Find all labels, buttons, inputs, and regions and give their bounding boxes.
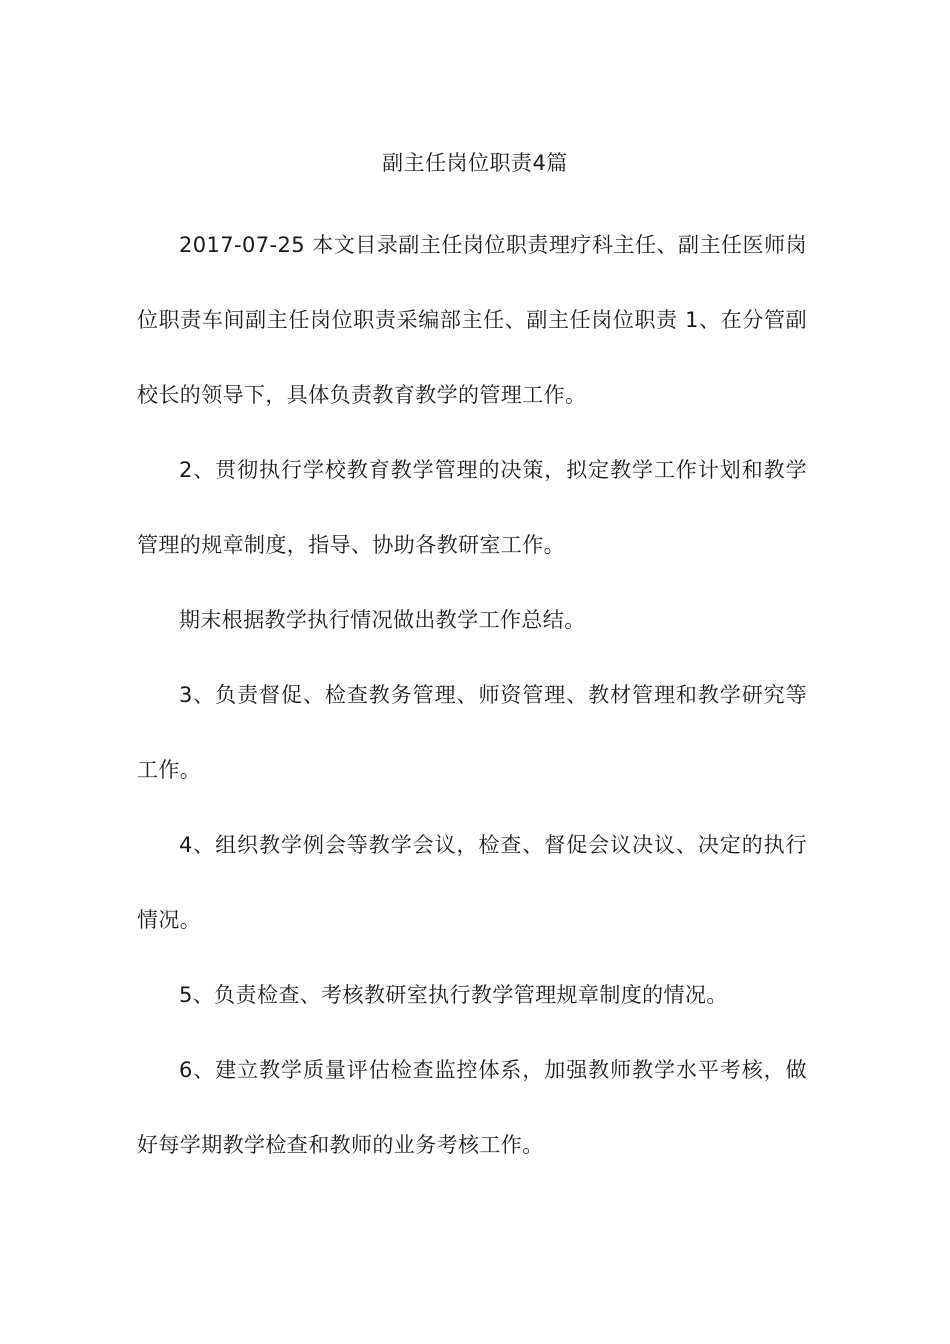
paragraph-term-summary: 期末根据教学执行情况做出教学工作总结。 [179, 608, 586, 632]
paragraph-intro: 2017-07-25 本文目录副主任岗位职责理疗科主任、副主任医师岗位职责车间副主任岗位职责采编部主任、副主任岗位职责 1、在分管副校长的领导下，具体负责教育教学的管理工作。 [137, 233, 807, 407]
document-title: 副主任岗位职责4篇 [382, 151, 568, 175]
paragraph-item-6: 6、建立教学质量评估检查监控体系，加强教师教学水平考核，做好每学期教学检查和教师的业务考核工作。 [137, 1058, 807, 1157]
paragraph-item-5: 5、负责检查、考核教研室执行教学管理规章制度的情况。 [179, 983, 728, 1007]
paragraph-item-4: 4、组织教学例会等教学会议，检查、督促会议决议、决定的执行情况。 [137, 833, 807, 932]
paragraph-item-2: 2、贯彻执行学校教育教学管理的决策，拟定教学工作计划和教学管理的规章制度，指导、协助各教研室工作。 [137, 458, 807, 557]
paragraph-item-3: 3、负责督促、检查教务管理、师资管理、教材管理和教学研究等工作。 [137, 683, 807, 782]
document-body [137, 208, 807, 1183]
